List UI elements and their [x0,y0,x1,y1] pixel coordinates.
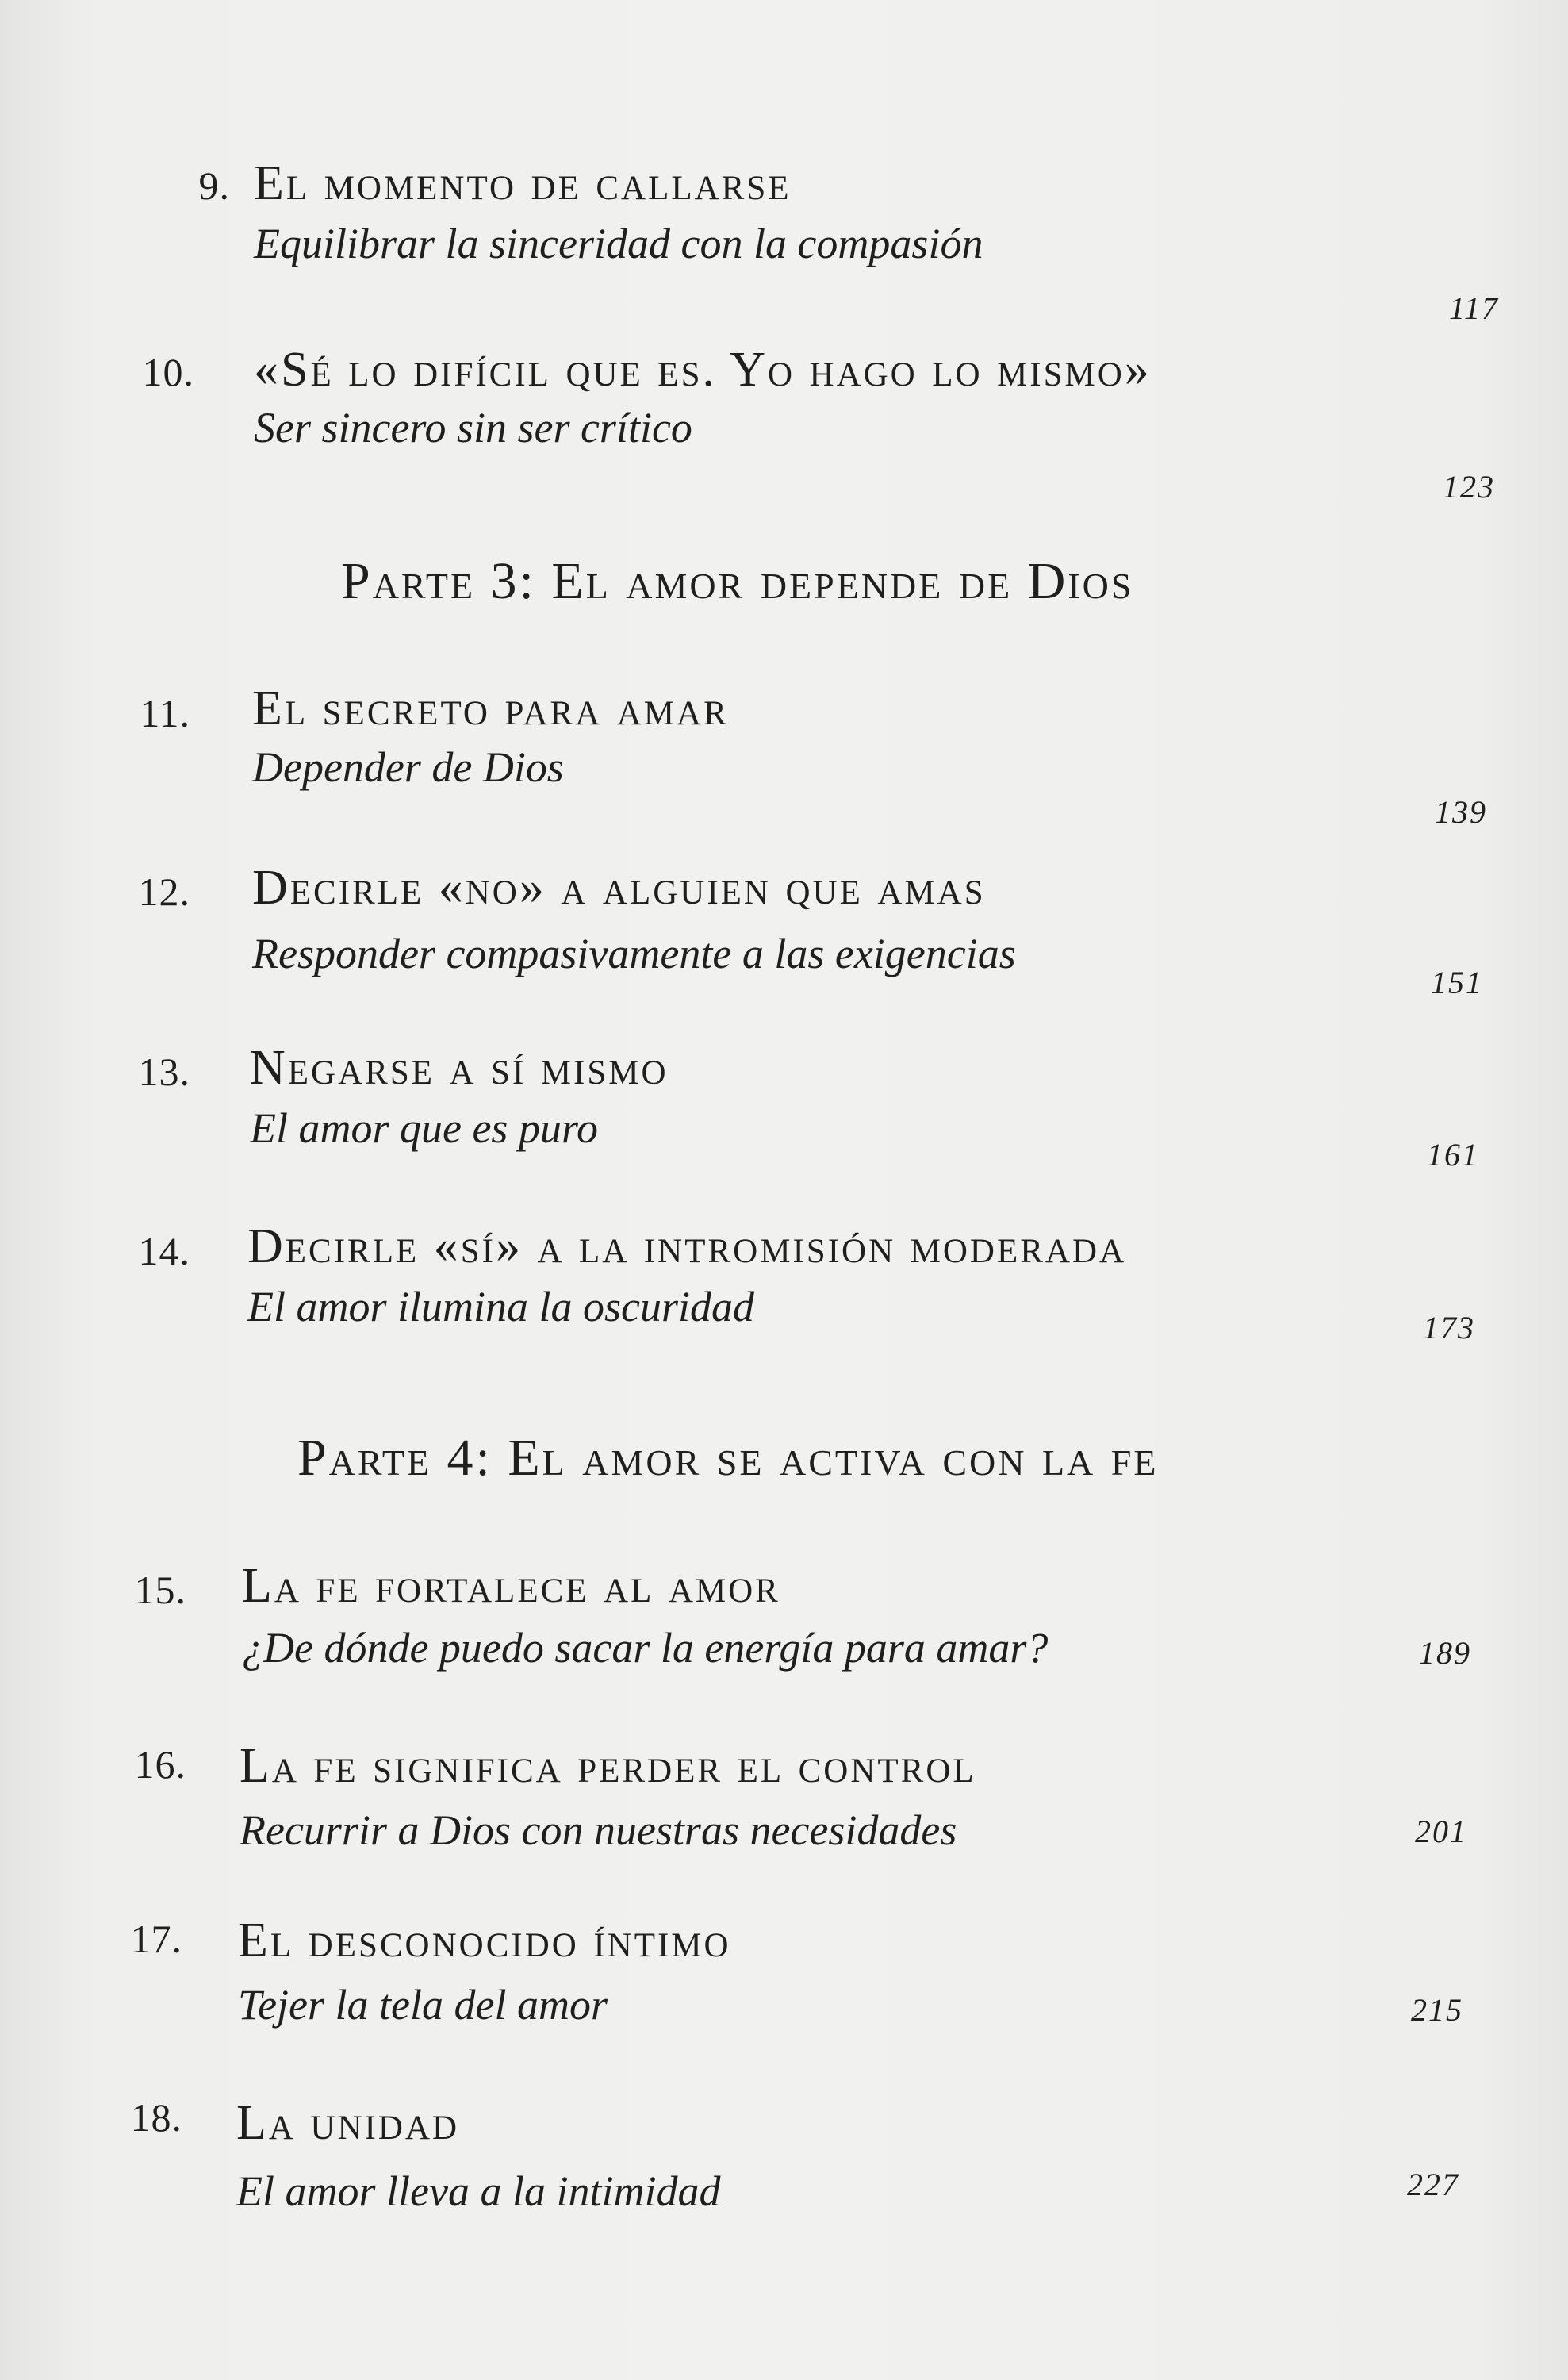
page-number: 123 [1443,469,1495,505]
chapter-number: 10. [142,350,194,394]
chapter-title: La fe significa perder el control [240,1739,976,1793]
page-number: 139 [1435,794,1487,830]
chapter-title: El desconocido íntimo [238,1914,731,1967]
page-number: 161 [1427,1137,1479,1173]
page-number: 173 [1423,1310,1475,1345]
chapter-title: El secreto para amar [252,681,729,735]
chapter-number: 12. [138,869,190,914]
part-heading-4: Parte 4: El amor se activa con la fe [297,1429,1159,1487]
chapter-subtitle: El amor ilumina la oscuridad [247,1283,755,1330]
chapter-subtitle: Recurrir a Dios con nuestras necesidades [240,1806,957,1854]
chapter-number: 15. [134,1568,186,1612]
chapter-number: 16. [134,1742,186,1787]
chapter-title: La unidad [236,2096,460,2150]
chapter-title: «Sé lo difícil que es. Yo hago lo mismo» [254,343,1152,397]
chapter-number: 13. [138,1050,190,1094]
chapter-title: El momento de callarse [254,156,792,210]
page-number: 151 [1431,965,1483,1000]
page-number: 215 [1411,1992,1463,2028]
chapter-number: 18. [130,2095,182,2140]
page-number: 117 [1448,290,1499,326]
chapter-subtitle: El amor lleva a la intimidad [236,2167,721,2215]
page-number: 227 [1407,2167,1459,2202]
chapter-number: 11. [140,691,190,735]
page-number: 201 [1415,1814,1467,1849]
chapter-number: 17. [130,1917,182,1961]
chapter-subtitle: Equilibrar la sinceridad con la compasión [254,220,983,267]
chapter-title: Negarse a sí mismo [250,1041,669,1095]
chapter-number: 14. [138,1229,190,1273]
part-heading-3: Parte 3: El amor depende de Dios [341,552,1134,610]
chapter-title: La fe fortalece al amor [242,1559,780,1613]
page-number: 189 [1419,1635,1471,1671]
chapter-subtitle: Responder compasivamente a las exigencias [252,930,1016,977]
chapter-title: Decirle «sí» a la intromisión moderada [247,1219,1127,1273]
chapter-title: Decirle «no» a alguien que amas [252,861,986,915]
chapter-subtitle: Depender de Dios [252,743,564,791]
chapter-subtitle: ¿De dónde puedo sacar la energía para amar? [242,1624,1049,1672]
chapter-subtitle: Ser sincero sin ser crítico [254,404,692,451]
chapter-subtitle: El amor que es puro [250,1104,598,1152]
chapter-subtitle: Tejer la tela del amor [238,1981,608,2029]
chapter-number: 9. [198,163,230,208]
